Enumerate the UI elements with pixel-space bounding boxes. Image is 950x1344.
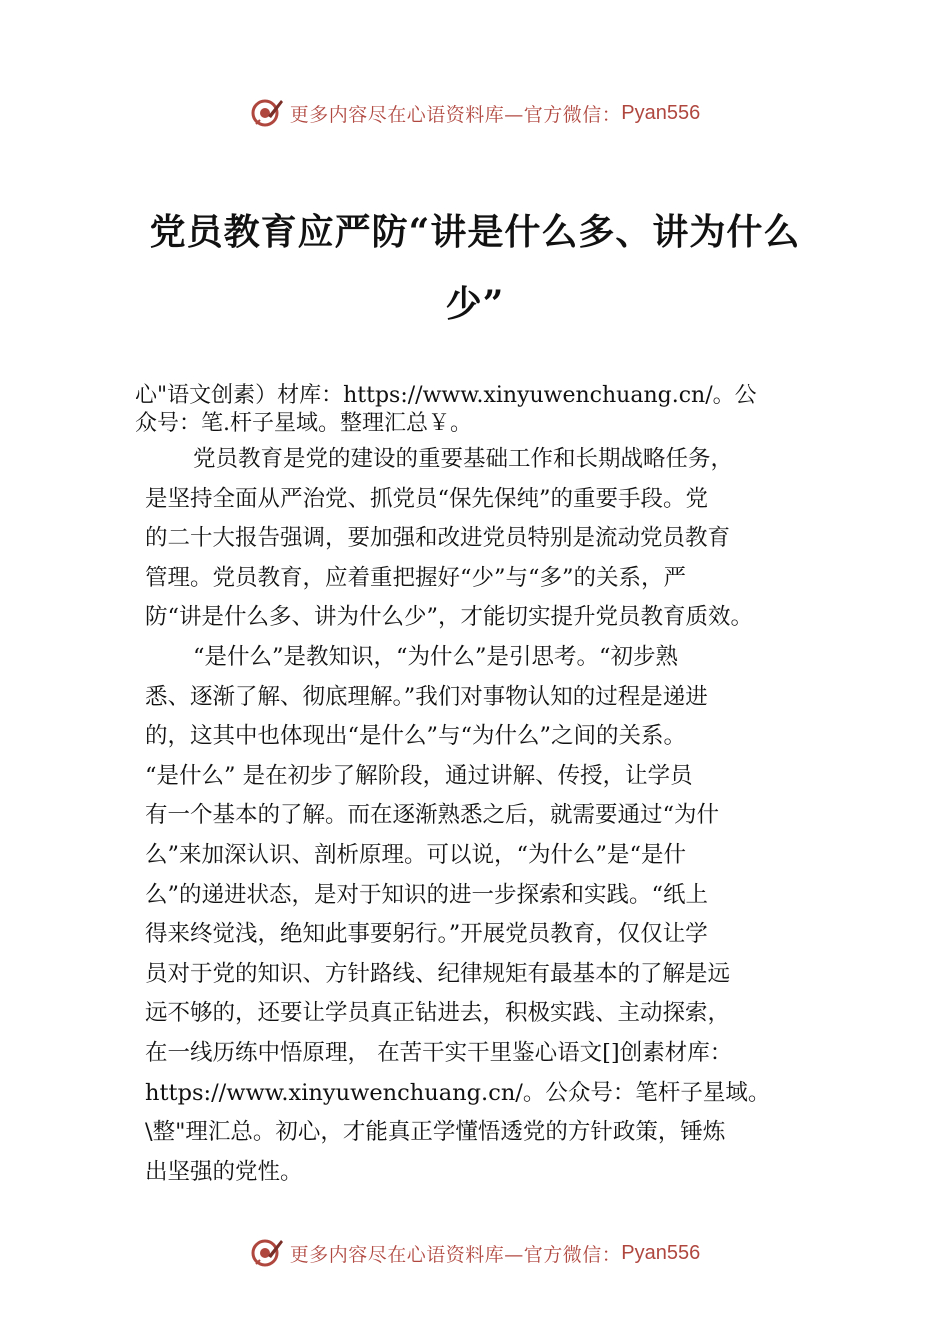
source-line: 心"语文创素）材库：https://www.xinyuwenchuang.cn/。公 xyxy=(135,383,757,408)
footer-banner-handle: Pyan556 xyxy=(621,1241,701,1264)
pen-nib-logo-icon xyxy=(250,1236,284,1270)
body-line: 员对于党的知识、方针路线、纪律规矩有最基本的了解是远 xyxy=(145,960,731,987)
article-body xyxy=(145,440,825,1192)
body-line: 党员教育是党的建设的重要基础工作和长期战略任务， xyxy=(193,446,734,472)
title-line: 少” xyxy=(445,283,505,325)
body-line: \整"理汇总。初心，才能真正学懂悟透党的方针政策，锤炼 xyxy=(145,1119,726,1146)
page-title xyxy=(120,196,830,340)
header-banner xyxy=(0,93,950,133)
source-note xyxy=(135,382,825,438)
body-line: 的二十大报告强调，要加强和改进党员特别是流动党员教育 xyxy=(145,525,731,552)
pen-nib-logo-icon xyxy=(250,96,284,130)
footer-banner-text: 更多内容尽在心语资料库—官方微信： xyxy=(289,1243,622,1266)
header-banner-handle: Pyan556 xyxy=(621,101,701,124)
body-line: https://www.xinyuwenchuang.cn/。公众号：笔杆子星域。 xyxy=(145,1079,771,1106)
body-line: 悉、逐渐了解、彻底理解。”我们对事物认知的过程是递进 xyxy=(145,683,708,710)
footer-banner xyxy=(0,1233,950,1273)
body-line: 是坚持全面从严治党、抓党员“保先保纯”的重要手段。党 xyxy=(145,485,709,512)
title-line: 党员教育应严防“讲是什么多、讲为什么 xyxy=(149,211,801,253)
body-line: 的，这其中也体现出“是什么”与“为什么”之间的关系。 xyxy=(145,723,687,750)
body-line: 有一个基本的了解。而在逐渐熟悉之后，就需要通过“为什 xyxy=(145,802,720,829)
body-line: 么”的递进状态，是对于知识的进一步探索和实践。“纸上 xyxy=(145,881,709,908)
source-line: 众号：笔.杆子星域。整理汇总￥。 xyxy=(135,411,472,436)
body-line: 得来终觉浅，绝知此事要躬行。”开展党员教育，仅仅让学 xyxy=(145,921,708,948)
header-banner-text: 更多内容尽在心语资料库—官方微信： xyxy=(289,103,622,126)
body-line: “是什么” 是在初步了解阶段，通过讲解、传授，让学员 xyxy=(145,762,693,789)
body-line: 防“讲是什么多、讲为什么少”，才能切实提升党员教育质效。 xyxy=(145,604,754,631)
body-line: 在一线历练中悟原理， 在苦干实干里鉴心语文[]创素材库： xyxy=(145,1039,733,1066)
body-line: 远不够的，还要让学员真正钻进去，积极实践、主动探索， xyxy=(145,1000,731,1027)
body-line: 出坚强的党性。 xyxy=(145,1158,303,1185)
body-line: “是什么”是教知识，“为什么”是引思考。“初步熟 xyxy=(193,643,679,670)
body-line: 么”来加深认识、剖析原理。可以说，“为什么”是“是什 xyxy=(145,841,687,868)
body-line: 管理。党员教育，应着重把握好“少”与“多”的关系，严 xyxy=(145,564,687,591)
